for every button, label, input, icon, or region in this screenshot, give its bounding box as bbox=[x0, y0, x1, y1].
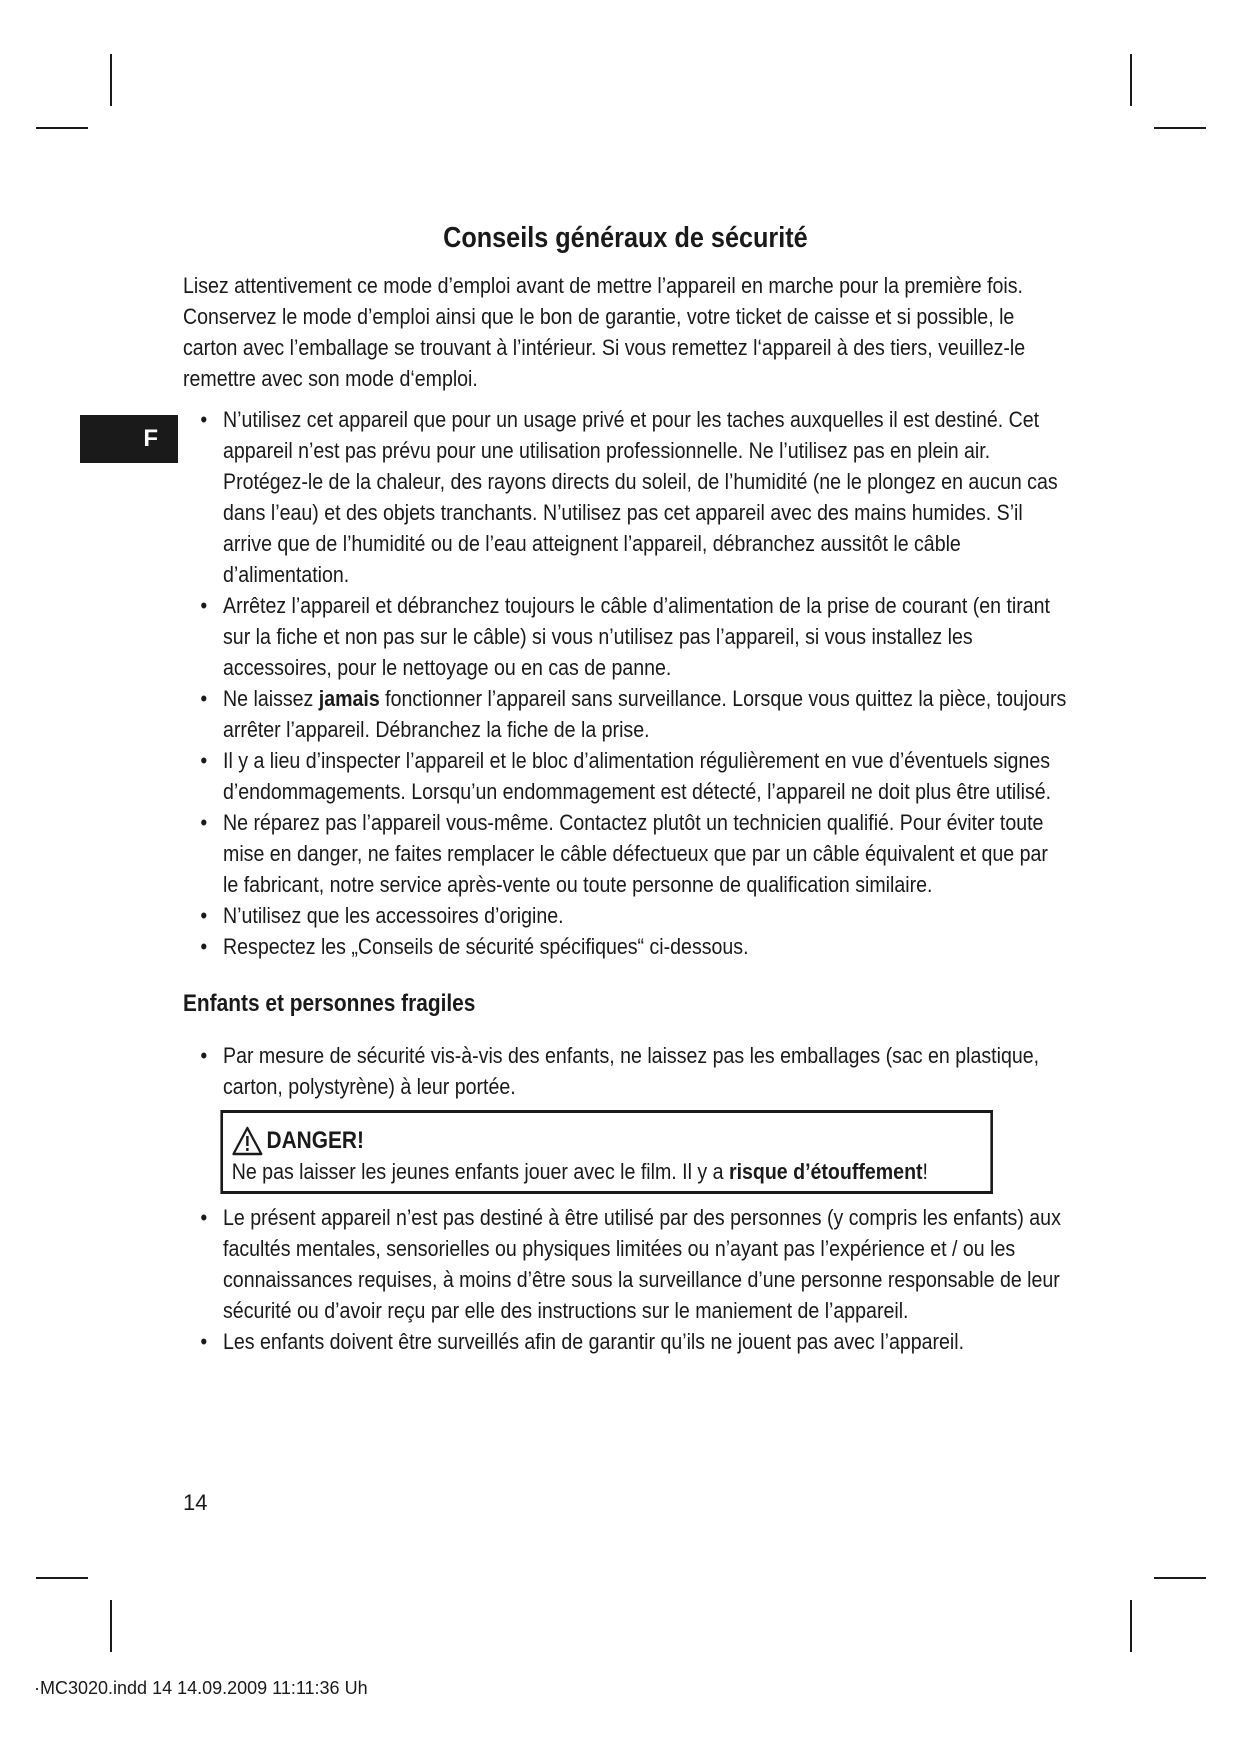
page-number: 14 bbox=[183, 1490, 208, 1515]
section-heading: Enfants et personnes fragiles bbox=[183, 990, 476, 1017]
crop-mark bbox=[1130, 54, 1132, 106]
bullet-icon: • bbox=[200, 407, 208, 432]
bullet-icon: • bbox=[200, 1329, 208, 1354]
crop-mark bbox=[1154, 1577, 1206, 1579]
bullet-icon: • bbox=[200, 903, 208, 928]
children-list bbox=[183, 1040, 1068, 1102]
list-item: • N’utilisez que les accessoires d’origine. bbox=[183, 900, 1068, 931]
bullet-icon: • bbox=[200, 934, 208, 959]
emphasis: jamais bbox=[318, 686, 380, 711]
bullet-icon: • bbox=[200, 593, 208, 618]
crop-mark bbox=[1154, 127, 1206, 129]
warning-triangle-icon bbox=[232, 1126, 263, 1156]
document-body bbox=[183, 218, 1068, 1357]
list-item: • Les enfants doivent être surveillés afin de garantir qu’ils ne jouent pas avec l’appareil. bbox=[183, 1326, 1068, 1357]
crop-mark bbox=[1130, 1600, 1132, 1652]
list-item: • Le présent appareil n’est pas destiné à être utilisé par des personnes (y compris les enfants) aux facultés mentales, sensorielles ou physiques limitées ou n’ayant pas l’expérience et / ou les connaissances requises, à moins d’être sous la surveillance d’une personne responsable de leur sécurité ou d’avoir reçu par elle des instructions sur le maniement de l’appareil. bbox=[183, 1202, 1068, 1326]
bullet-icon: • bbox=[200, 810, 208, 835]
children-list-2 bbox=[183, 1202, 1068, 1357]
bullet-icon: • bbox=[200, 1043, 208, 1068]
danger-text: Ne pas laisser les jeunes enfants jouer avec le film. Il y a risque d’étouffement! bbox=[231, 1159, 929, 1184]
crop-mark bbox=[110, 1600, 112, 1652]
list-item: • Ne laissez jamais fonctionner l’appareil sans surveillance. Lorsque vous quittez la pièce, toujours arrêter l’appareil. Débranchez la fiche de la prise. bbox=[183, 683, 1068, 745]
crop-mark bbox=[36, 127, 88, 129]
list-item: • Il y a lieu d’inspecter l’appareil et le bloc d’alimentation régulièrement en vue d’éventuels signes d’endommagements. Lorsqu’un endommagement est détecté, l’appareil ne doit plus être utilisé. bbox=[183, 745, 1068, 807]
print-footer: ·MC3020.indd 14 14.09.2009 11:11:36 Uh bbox=[34, 1678, 368, 1698]
crop-mark bbox=[36, 1577, 88, 1579]
page-title: Conseils généraux de sécurité bbox=[443, 222, 808, 254]
bullet-icon: • bbox=[200, 686, 208, 711]
crop-mark bbox=[110, 54, 112, 106]
list-item: • Respectez les „Conseils de sécurité spécifiques“ ci-dessous. bbox=[183, 931, 1068, 962]
danger-title: DANGER! bbox=[266, 1127, 364, 1154]
language-tab: F bbox=[80, 415, 178, 463]
emphasis: risque d’étouffement bbox=[728, 1159, 923, 1184]
bullet-icon: • bbox=[200, 748, 208, 773]
list-item: • Arrêtez l’appareil et débranchez toujours le câble d’alimentation de la prise de courant (en tirant sur la fiche et non pas sur le câble) si vous n’utilisez pas l’appareil, si vous installez les accessoires, pour le nettoyage ou en cas de panne. bbox=[183, 590, 1068, 683]
intro-paragraph: Lisez attentivement ce mode d’emploi avant de mettre l’appareil en marche pour la première fois. Conservez le mode d’emploi ainsi que le bon de garantie, votre ticket de caisse et si possible, le carton avec l’emballage se trouvant à l’intérieur. Si vous remettez l‘appareil à des tiers, veuillez-le remettre avec son mode d‘emploi. bbox=[183, 273, 1026, 391]
list-item: • Par mesure de sécurité vis-à-vis des enfants, ne laissez pas les emballages (sac en plastique, carton, polystyrène) à leur portée. bbox=[183, 1040, 1068, 1102]
list-item: • Ne réparez pas l’appareil vous-même. Contactez plutôt un technicien qualifié. Pour éviter toute mise en danger, ne faites remplacer le câble défectueux que par un câble équivalent et que par le fabricant, notre service après-vente ou toute personne de qualification similaire. bbox=[183, 807, 1068, 900]
safety-list bbox=[183, 404, 1068, 962]
bullet-icon: • bbox=[200, 1205, 208, 1230]
list-item: • N’utilisez cet appareil que pour un usage privé et pour les taches auxquelles il est destiné. Cet appareil n’est pas prévu pour une utilisation professionnelle. Ne l’utilisez pas en plein air. Protégez-le de la chaleur, des rayons directs du soleil, de l’humidité (ne le plongez en aucun cas dans l’eau) et des objets tranchants. N’utilisez pas cet appareil avec des mains humides. S’il arrive que de l’humidité ou de l’eau atteignent l’appareil, débranchez aussitôt le câble d’alimentation. bbox=[183, 404, 1068, 590]
danger-box bbox=[220, 1110, 993, 1194]
